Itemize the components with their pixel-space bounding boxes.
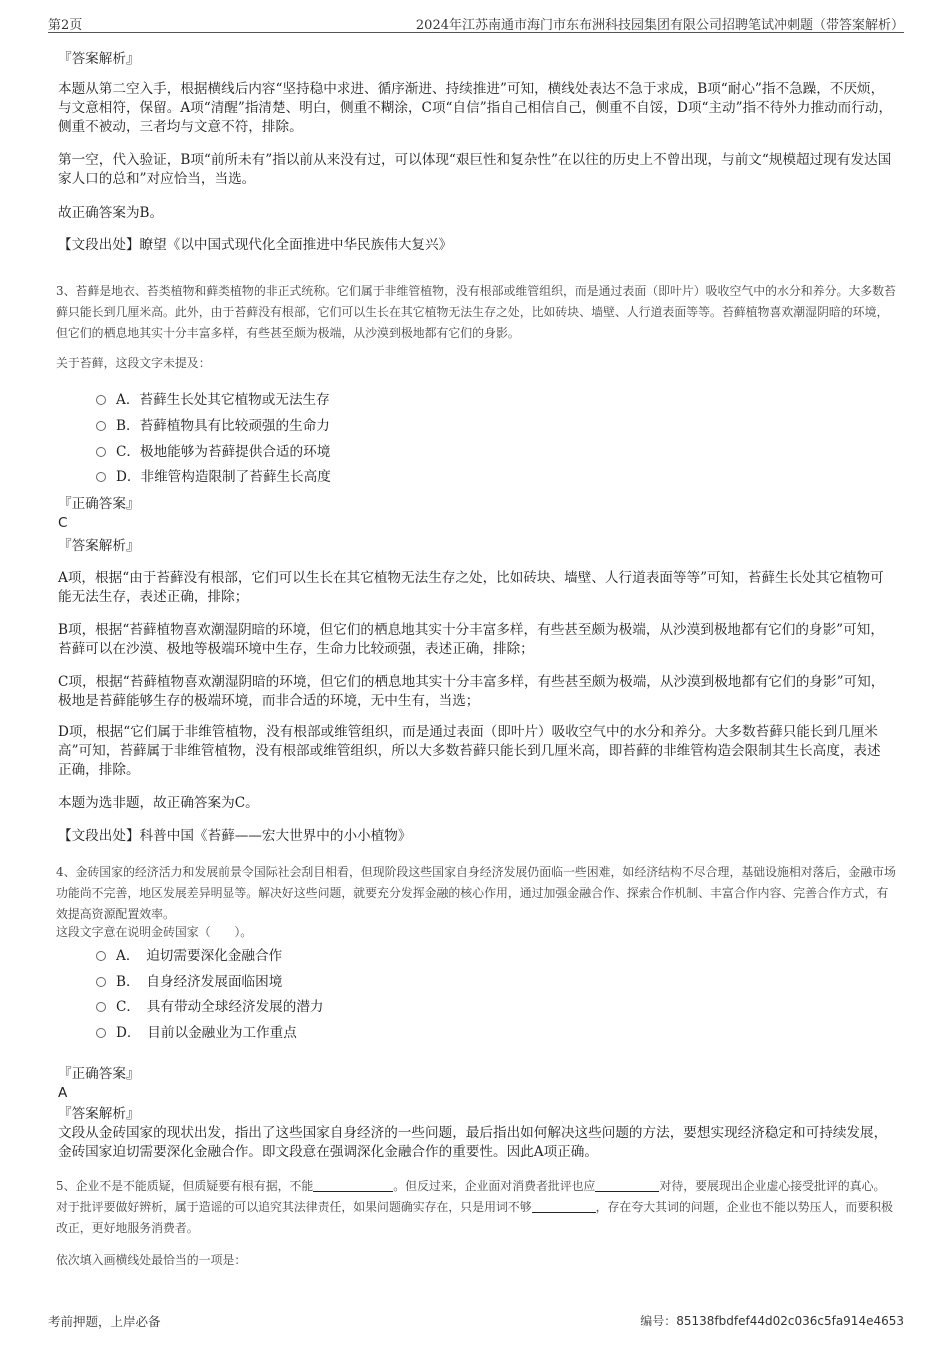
radio-icon[interactable]	[96, 421, 106, 431]
q5-question: 依次填入画横线处最恰当的一项是：	[56, 1253, 247, 1267]
radio-icon[interactable]	[96, 472, 106, 482]
document-title: 2024年江苏南通市海门市东布洲科技园集团有限公司招聘笔试冲刺题（带答案解析）	[415, 18, 904, 33]
q3-conclusion: 本题为选非题，故正确答案为C。	[58, 795, 259, 811]
q4-option-b[interactable]: B． 自身经济发展面临困境	[96, 972, 282, 992]
q3-question: 关于苔藓，这段文字未提及：	[56, 356, 211, 370]
q4-analysis-label: 『答案解析』	[58, 1106, 140, 1122]
page-number: 第2页	[48, 18, 83, 33]
q3-analysis-c: C项，根据“苔藓植物喜欢潮湿阴暗的环境，但它们的栖息地其实十分丰富多样，有些甚至颇为极端，从沙漠到极地都有它们的身影”可知，极地是苔藓能够生存的极端环境，而非合适的环境，无中生有，当选；	[58, 674, 885, 709]
q4-answer-label: 『正确答案』	[58, 1066, 140, 1082]
q4-option-a[interactable]: A． 迫切需要深化金融合作	[96, 946, 282, 966]
q4-analysis: 文段从金砖国家的现状出发，指出了这些国家自身经济的一些问题，最后指出如何解决这些问题的方法，要想实现经济稳定和可持续发展，金砖国家迫切需要深化金融合作。即文段意在强调深化金融合作的重要性。因此A项正确。	[58, 1125, 888, 1160]
page-header	[48, 10, 904, 33]
fill-blank-2[interactable]	[595, 1179, 659, 1192]
fill-blank-1[interactable]	[313, 1179, 393, 1192]
q2-analysis-label: 『答案解析』	[58, 51, 140, 67]
fill-blank-3[interactable]	[532, 1200, 596, 1213]
q4-answer: A	[58, 1085, 68, 1101]
radio-icon[interactable]	[96, 1002, 106, 1012]
q4-option-d[interactable]: D． 目前以金融业为工作重点	[96, 1023, 297, 1043]
q3-option-a[interactable]: A．苔藓生长处其它植物或无法生存	[96, 390, 330, 410]
q4-stem: 4、金砖国家的经济活力和发展前景令国际社会刮目相看，但现阶段这些国家自身经济发展仍面临一些困难，如经济结构不尽合理，基础设施相对落后，金融市场功能尚不完善，地区发展差异明显等。解决好这些问题，就要充分发挥金融的核心作用，通过加强金融合作、探索合作机制、丰富合作内容、完善合作方式，有效提高资源配置效率。	[56, 865, 896, 921]
q2-source: 【文段出处】瞭望《以中国式现代化全面推进中华民族伟大复兴》	[58, 237, 453, 253]
q3-analysis-d: D项，根据“它们属于非维管植物，没有根部或维管组织，而是通过表面（即叶片）吸收空气中的水分和养分。大多数苔藓只能长到几厘米高”可知，苔藓属于非维管植物，没有根部或维管组织，所以大多数苔藓只能长到几厘米高，即苔藓的非维管构造会限制其生长高度，表述正确，排除。	[58, 724, 881, 778]
q3-source: 【文段出处】科普中国《苔藓——宏大世界中的小小植物》	[58, 828, 412, 844]
q3-option-c[interactable]: C．极地能够为苔藓提供合适的环境	[96, 442, 330, 462]
footer-slogan: 考前押题，上岸必备	[48, 1314, 161, 1329]
q2-analysis-para1: 本题从第二空入手，根据横线后内容“坚持稳中求进、循序渐进、持续推进”可知，横线处表达不急于求成，B项“耐心”指不急躁，不厌烦，与文意相符，保留。A项“清醒”指清楚、明白，侧重不糊涂，C项“自信”指自己相信自己，侧重不自馁，D项“主动”指不待外力推动而行动，侧重不被动，三者均与文意不符，排除。	[58, 81, 893, 135]
radio-icon[interactable]	[96, 395, 106, 405]
q3-stem: 3、苔藓是地衣、苔类植物和藓类植物的非正式统称。它们属于非维管植物，没有根部或维管组织，而是通过表面（即叶片）吸收空气中的水分和养分。大多数苔藓只能长到几厘米高。此外，由于苔藓没有根部，它们可以生长在其它植物无法生存之处，比如砖块、墙壁、人行道表面等等。苔藓植物喜欢潮湿阴暗的环境，但它们的栖息地其实十分丰富多样，有些甚至颇为极端，从沙漠到极地都有它们的身影。	[56, 284, 896, 340]
radio-icon[interactable]	[96, 977, 106, 987]
q3-analysis-a: A项，根据“由于苔藓没有根部，它们可以生长在其它植物无法生存之处，比如砖块、墙壁、人行道表面等等”可知，苔藓生长处其它植物可能无法生存，表述正确，排除；	[58, 570, 884, 605]
q4-option-c[interactable]: C． 具有带动全球经济发展的潜力	[96, 997, 324, 1017]
q3-answer-label: 『正确答案』	[58, 496, 140, 512]
q3-answer: C	[58, 515, 68, 531]
q2-analysis-para2: 第一空，代入验证，B项“前所未有”指以前从来没有过，可以体现“艰巨性和复杂性”在以往的历史上不曾出现，与前文“规模超过现有发达国家人口的总和”对应恰当，当选。	[58, 152, 892, 187]
q3-analysis-label: 『答案解析』	[58, 538, 140, 554]
q3-option-b[interactable]: B．苔藓植物具有比较顽强的生命力	[96, 416, 330, 436]
q3-analysis-b: B项，根据“苔藓植物喜欢潮湿阴暗的环境，但它们的栖息地其实十分丰富多样，有些甚至颇为极端，从沙漠到极地都有它们的身影”可知，苔藓可以在沙漠、极地等极端环境中生存，生命力比较顽强，表述正确，排除；	[58, 622, 884, 657]
q5-stem: 5、企业不是不能质疑，但质疑要有根有据，不能 。但反过来，企业面对消费者批评也应 对待，要展现出企业虚心接受批评的真心。对于批评要做好辨析，属于造谣的可以追究其法律责任，如果问题确实存在，只是用词不够 ，存在夸大其词的问题，企业也不能以势压人，而要积极改正，更好地服务消费者。	[56, 1179, 893, 1235]
q2-conclusion: 故正确答案为B。	[58, 205, 164, 221]
radio-icon[interactable]	[96, 1028, 106, 1038]
q3-option-d[interactable]: D．非维管构造限制了苔藓生长高度	[96, 467, 331, 487]
q4-question: 这段文字意在说明金砖国家（ ）。	[56, 925, 253, 939]
radio-icon[interactable]	[96, 447, 106, 457]
document-id: 编号：85138fbdfef44d02c036c5fa914e4653	[640, 1314, 904, 1328]
radio-icon[interactable]	[96, 951, 106, 961]
